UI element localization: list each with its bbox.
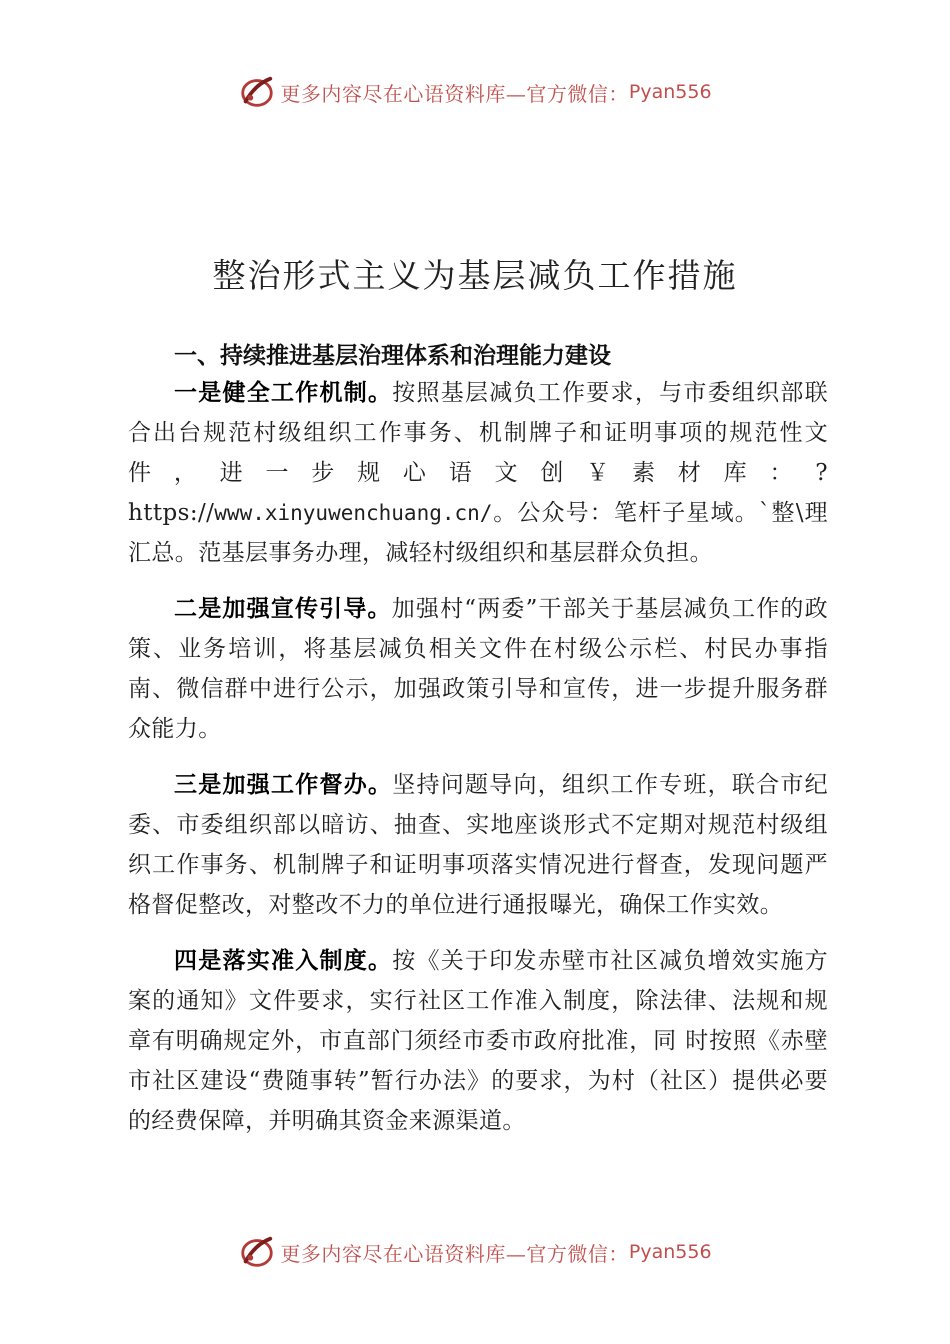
document-title: 整治形式主义为基层减负工作措施	[212, 256, 738, 295]
brush-logo-icon	[238, 73, 276, 111]
paragraph-3-lead: 三是加强工作督办。	[174, 772, 393, 798]
header-watermark-account: Pyan556	[628, 81, 712, 103]
paragraph-4-body: 按《关于印发赤壁市社区减负增效实施方案的通知》文件要求，实行社区工作准入制度，除法律、法规和规章有明确规定外，市直部门须经市委市政府批准，同 时按照《赤壁市社区建设“费随事转”暂行办法》的要求，为村（社区）提供必要的经费保障，并明确其资金来源渠道。	[128, 948, 828, 1134]
footer-watermark-text: 更多内容尽在心语资料库—官方微信：	[280, 1241, 629, 1266]
document-body	[128, 338, 828, 1157]
paragraph-3	[128, 765, 828, 925]
paragraph-1-url: www.xinyuwenchuang.cn/	[214, 501, 493, 525]
paragraph-2	[128, 589, 828, 749]
footer-watermark-banner	[0, 1232, 950, 1272]
header-watermark-text: 更多内容尽在心语资料库—官方微信：	[280, 81, 629, 106]
paragraph-4	[128, 941, 828, 1141]
paragraph-2-body: 加强村“两委”干部关于基层减负工作的政策、业务培训，将基层减负相关文件在村级公示栏、村民办事指南、微信群中进行公示，加强政策引导和宣传，进一步提升服务群众能力。	[128, 596, 828, 742]
footer-watermark-account: Pyan556	[628, 1241, 712, 1263]
paragraph-4-lead: 四是落实准入制度。	[174, 948, 393, 974]
paragraph-1-lead: 一是健全工作机制。	[174, 380, 393, 406]
paragraph-2-lead: 二是加强宣传引导。	[174, 596, 392, 622]
header-watermark-banner	[0, 72, 950, 112]
paragraph-1-body-b: 。公众号：笔杆子星域。`整\理汇总。范基层事务办理，减轻村级组织和基层群众负担。	[128, 500, 828, 566]
paragraph-1-body-a: 按照基层减负工作要求，与市委组织部联合出台规范村级组织工作事务、机制牌子和证明事项的规范性文件，进一步规心语文创￥素材库：?https://	[128, 380, 828, 526]
section-heading: 一、持续推进基层治理体系和治理能力建设	[174, 343, 611, 369]
paragraph-1	[128, 373, 828, 573]
paragraph-3-body: 坚持问题导向，组织工作专班，联合市纪委、市委组织部以暗访、抽查、实地座谈形式不定期对规范村级组织工作事务、机制牌子和证明事项落实情况进行督查，发现问题严格督促整改，对整改不力的单位进行通报曝光，确保工作实效。	[128, 772, 828, 918]
brush-logo-icon	[238, 1233, 276, 1271]
